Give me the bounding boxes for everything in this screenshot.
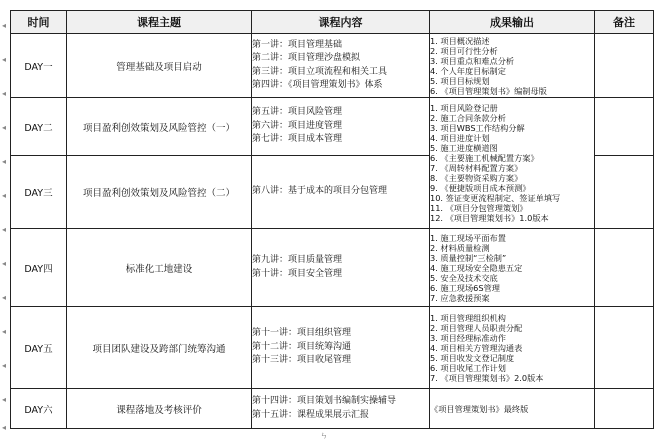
lecture-item: 第十二讲：项目统筹沟通 — [252, 341, 352, 352]
table-row — [11, 389, 654, 429]
output-item: 1. 项目风险登记册 — [430, 103, 498, 113]
output-item: 7. 应急救援预案 — [430, 292, 490, 303]
content-cell — [252, 34, 430, 98]
table-row — [11, 307, 654, 389]
content-cell — [252, 389, 430, 429]
output-item: 10. 签证变更流程制定、签证单填写 — [430, 193, 561, 203]
output-item: 9. 《便捷版项目成本预测》 — [430, 183, 531, 193]
output-item: 4. 施工现场安全隐患五定 — [430, 262, 523, 273]
output-item: 3. 项目重点和难点分析 — [430, 55, 515, 66]
output-item: 6. 《项目管理策划书》编制母版 — [430, 85, 547, 96]
output-item: 6. 施工现场6S管理 — [430, 282, 500, 293]
remark-cell — [595, 156, 654, 229]
output-cell — [430, 389, 595, 429]
output-item: 7. 《周转材料配置方案》 — [430, 163, 523, 173]
output-item: 2. 材料质量检测 — [430, 242, 490, 253]
day-cell: DAY五 — [11, 307, 67, 389]
lecture-item: 第三讲：项目立项流程和相关工具 — [252, 66, 388, 77]
lecture-item: 第八讲：基于成本的项目分包管理 — [252, 186, 388, 197]
output-item: 3. 项目WBS工作结构分解 — [430, 123, 525, 133]
header-topic: 课程主题 — [67, 11, 252, 34]
topic-cell: 项目团队建设及跨部门统筹沟通 — [67, 307, 252, 389]
content-cell — [252, 98, 430, 156]
header-time: 时间 — [11, 11, 67, 34]
output-item: 8. 《主要物资采购方案》 — [430, 173, 523, 183]
output-item: 3. 质量控制“三检制” — [430, 252, 507, 263]
lecture-item: 第九讲：项目质量管理 — [252, 255, 343, 265]
table-row — [11, 34, 654, 98]
table-row — [11, 229, 654, 307]
lecture-item: 第四讲：《项目管理策划书》体系 — [252, 80, 383, 90]
output-item: 2. 项目可行性分析 — [430, 45, 498, 56]
day-cell: DAY一 — [11, 34, 67, 98]
lecture-item: 第一讲：项目管理基础 — [252, 39, 343, 50]
output-item: 7. 《项目管理策划书》2.0版本 — [430, 372, 544, 383]
output-cell — [430, 34, 595, 98]
output-item: 5. 施工进度横道图 — [430, 143, 498, 153]
day-cell: DAY六 — [11, 389, 67, 429]
output-item: 3. 项目经理标准动作 — [430, 332, 506, 343]
content-cell — [252, 229, 430, 307]
topic-cell: 项目盈利创效策划及风险管控（二） — [67, 156, 252, 229]
output-item: 《项目管理策划书》最终版 — [430, 403, 529, 414]
lecture-item: 第二讲：项目管理沙盘模拟 — [252, 53, 361, 63]
remark-cell — [595, 98, 654, 156]
output-item: 2. 项目管理人员职责分配 — [430, 322, 523, 333]
lecture-item: 第五讲：项目风险管理 — [252, 107, 343, 118]
lecture-item: 第十五讲：课程成果展示汇报 — [252, 409, 370, 420]
left-margin-marks: ◂ ◂ ◂ ◂ ◂ ◂ ◂ ◂ ◂ ◂ ◂ ◂ ◂ — [2, 21, 7, 432]
output-item: 11. 《项目分包管理策划》 — [430, 203, 528, 213]
day-cell: DAY二 — [11, 98, 67, 156]
output-item: 1. 项目管理组织机构 — [430, 312, 506, 323]
output-cell — [430, 229, 595, 307]
output-item: 4. 项目进度计划 — [430, 133, 490, 143]
output-item: 6. 项目收尾工作计划 — [430, 362, 506, 373]
header-remark: 备注 — [595, 11, 654, 34]
output-item: 6. 《主要施工机械配置方案》 — [430, 153, 539, 163]
table-row — [11, 98, 654, 156]
table-header-row — [11, 11, 654, 34]
topic-cell: 标准化工地建设 — [67, 229, 252, 307]
lecture-item: 第六讲：项目进度管理 — [252, 120, 343, 131]
day-cell: DAY四 — [11, 229, 67, 307]
lecture-item: 第十四讲：项目策划书编制实操辅导 — [252, 396, 397, 406]
output-item: 1. 施工现场平面布置 — [430, 232, 506, 243]
output-item: 1. 项目概况描述 — [430, 35, 490, 46]
output-item: 5. 安全及技术交底 — [430, 272, 498, 283]
output-item: 4. 项目相关方管理沟通表 — [430, 342, 523, 353]
output-item: 12. 《项目管理策划书》1.0版本 — [430, 213, 549, 223]
output-cell — [430, 307, 595, 389]
remark-cell — [595, 229, 654, 307]
topic-cell: 课程落地及考核评价 — [67, 389, 252, 429]
output-item: 4. 个人年度目标制定 — [430, 65, 506, 76]
content-cell — [252, 307, 430, 389]
header-output: 成果输出 — [430, 11, 595, 34]
content-cell — [252, 156, 430, 229]
output-item: 5. 项目收发文登记制度 — [430, 352, 515, 363]
header-content: 课程内容 — [252, 11, 430, 34]
remark-cell — [595, 389, 654, 429]
course-schedule-table — [10, 10, 654, 429]
lecture-item: 第十一讲：项目组织管理 — [252, 328, 352, 339]
lecture-item: 第十三讲：项目收尾管理 — [252, 355, 352, 366]
day-cell: DAY三 — [11, 156, 67, 229]
remark-cell — [595, 34, 654, 98]
lecture-item: 第十讲：项目安全管理 — [252, 268, 343, 279]
remark-cell — [595, 307, 654, 389]
topic-cell: 项目盈利创效策划及风险管控（一） — [67, 98, 252, 156]
output-item: 5. 项目目标规划 — [430, 75, 490, 86]
page-corner-mark: ㄣ — [320, 431, 328, 440]
output-item: 2. 施工合同条款分析 — [430, 113, 506, 123]
output-cell — [430, 98, 595, 229]
lecture-item: 第七讲：项目成本管理 — [252, 134, 343, 145]
topic-cell: 管理基础及项目启动 — [67, 34, 252, 98]
